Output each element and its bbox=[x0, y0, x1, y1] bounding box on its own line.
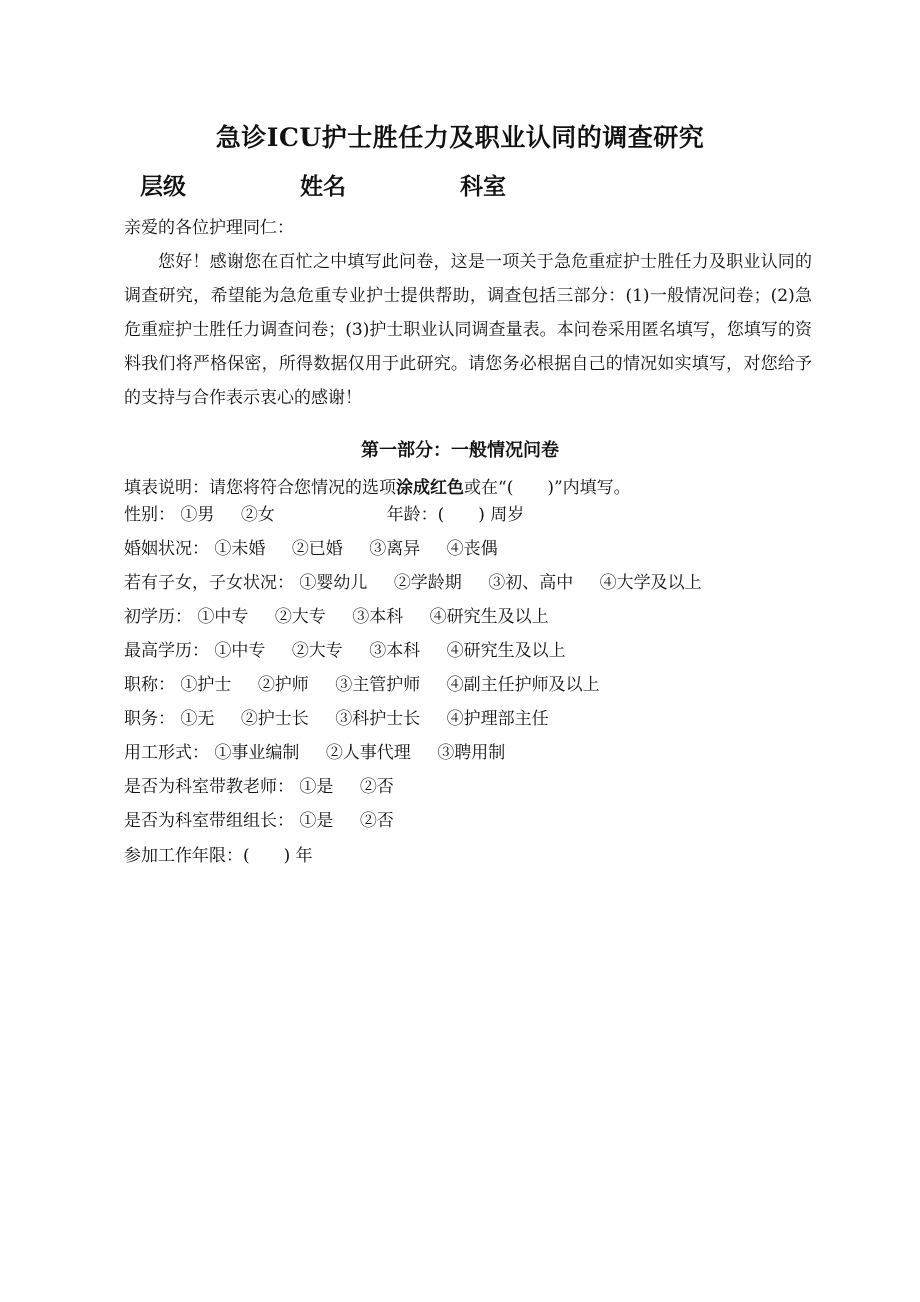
level-field-label: 层级 bbox=[140, 174, 186, 200]
question-row bbox=[124, 706, 549, 732]
question-label: 最高学历： bbox=[124, 641, 209, 661]
question-option[interactable]: ②学龄期 bbox=[393, 573, 462, 593]
gender-age-row bbox=[124, 502, 524, 528]
question-option[interactable]: ④研究生及以上 bbox=[446, 641, 566, 661]
question-option[interactable]: ③本科 bbox=[352, 607, 404, 627]
gender-label: 性别： bbox=[124, 505, 175, 525]
question-label: 是否为科室带教老师： bbox=[124, 777, 294, 797]
question-row bbox=[124, 740, 505, 766]
question-option[interactable]: ①护士 bbox=[180, 675, 232, 695]
fill-instructions-prefix: 填表说明：请您将符合您情况的选项 bbox=[124, 478, 396, 498]
document-title: 急诊ICU护士胜任力及职业认同的调查研究 bbox=[215, 123, 705, 152]
question-option[interactable]: ②已婚 bbox=[291, 539, 343, 559]
question-option[interactable]: ②大专 bbox=[274, 607, 326, 627]
gender-option[interactable]: ②女 bbox=[240, 505, 275, 525]
question-option[interactable]: ③本科 bbox=[369, 641, 421, 661]
question-row bbox=[124, 672, 600, 698]
question-option[interactable]: ③主管护师 bbox=[335, 675, 421, 695]
question-option[interactable]: ②护士长 bbox=[240, 709, 309, 729]
question-option[interactable]: ①是 bbox=[299, 811, 334, 831]
work-years-field[interactable]: 参加工作年限：( ) 年 bbox=[124, 846, 313, 866]
question-row bbox=[124, 808, 394, 834]
question-option[interactable]: ②否 bbox=[359, 777, 394, 797]
question-option[interactable]: ②大专 bbox=[291, 641, 343, 661]
question-option[interactable]: ④丧偶 bbox=[446, 539, 498, 559]
question-label: 若有子女，子女状况： bbox=[124, 573, 294, 593]
department-field-label: 科室 bbox=[460, 174, 506, 200]
question-option[interactable]: ①中专 bbox=[214, 641, 266, 661]
question-label: 职务： bbox=[124, 709, 175, 729]
question-option[interactable]: ③离异 bbox=[369, 539, 421, 559]
question-row bbox=[124, 638, 566, 664]
respondent-info-row bbox=[140, 168, 740, 202]
question-option[interactable]: ②人事代理 bbox=[325, 743, 411, 763]
question-option[interactable]: ①未婚 bbox=[214, 539, 266, 559]
question-label: 用工形式： bbox=[124, 743, 209, 763]
question-row bbox=[124, 570, 702, 596]
section1-title: 第一部分：一般情况问卷 bbox=[361, 440, 559, 461]
age-field[interactable]: 年龄：( ) 周岁 bbox=[386, 505, 525, 525]
question-option[interactable]: ①事业编制 bbox=[214, 743, 300, 763]
question-option[interactable]: ④护理部主任 bbox=[446, 709, 549, 729]
question-label: 职称： bbox=[124, 675, 175, 695]
intro-paragraph: 您好！感谢您在百忙之中填写此问卷，这是一项关于急危重症护士胜任力及职业认同的调查研究，希望能为急危重专业护士提供帮助，调查包括三部分：(1)一般情况问卷；(2)急危重症护士胜任力调查问卷；(3)护士职业认同调查量表。本问卷采用匿名填写，您填写的资料我们将严格保密，所得数据仅用于此研究。请您务必根据自己的情况如实填写，对您给予的支持与合作表示衷心的感谢！ bbox=[124, 252, 812, 408]
fill-instructions-suffix: 或在“( )”内填写。 bbox=[464, 478, 631, 498]
question-option[interactable]: ②否 bbox=[359, 811, 394, 831]
greeting: 亲爱的各位护理同仁： bbox=[124, 218, 294, 238]
question-option[interactable]: ①无 bbox=[180, 709, 215, 729]
question-option[interactable]: ④研究生及以上 bbox=[429, 607, 549, 627]
question-row bbox=[124, 774, 394, 800]
question-row bbox=[124, 604, 549, 630]
question-option[interactable]: ①是 bbox=[299, 777, 334, 797]
question-option[interactable]: ②护师 bbox=[257, 675, 309, 695]
work-years-row bbox=[124, 843, 313, 869]
question-label: 是否为科室带组组长： bbox=[124, 811, 294, 831]
fill-instructions-emphasis: 涂成红色 bbox=[396, 478, 464, 498]
fill-instructions bbox=[124, 473, 631, 498]
gender-option[interactable]: ①男 bbox=[180, 505, 215, 525]
question-option[interactable]: ③科护士长 bbox=[335, 709, 421, 729]
name-field-label: 姓名 bbox=[300, 174, 346, 200]
question-option[interactable]: ④大学及以上 bbox=[599, 573, 702, 593]
question-label: 初学历： bbox=[124, 607, 192, 627]
question-label: 婚姻状况： bbox=[124, 539, 209, 559]
question-option[interactable]: ③初、高中 bbox=[488, 573, 574, 593]
question-option[interactable]: ④副主任护师及以上 bbox=[446, 675, 600, 695]
question-row bbox=[124, 536, 498, 562]
question-option[interactable]: ③聘用制 bbox=[437, 743, 506, 763]
question-option[interactable]: ①婴幼儿 bbox=[299, 573, 368, 593]
question-option[interactable]: ①中专 bbox=[197, 607, 249, 627]
